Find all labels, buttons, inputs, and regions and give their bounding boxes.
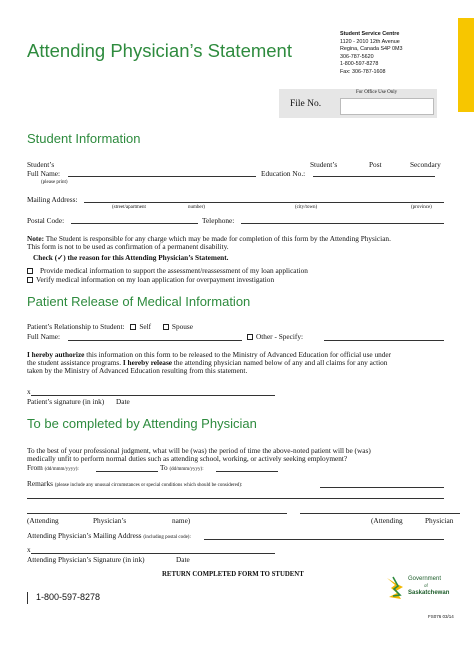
page-title: Attending Physician’s Statement (27, 40, 292, 61)
option-2-checkbox[interactable] (27, 277, 33, 283)
to-label: To (160, 463, 168, 472)
authorize-line-3: taken by the Ministry of Advanced Education resulting from this statement. (27, 366, 248, 375)
physician-sign-x: x (27, 545, 31, 554)
contact-block (340, 31, 403, 77)
release-full-name-field[interactable] (68, 340, 242, 341)
release-full-name-label: Full Name: (27, 332, 61, 341)
physician-mailing-label: Attending Physician’s Mailing Address (27, 531, 142, 540)
option-1-checkbox[interactable] (27, 268, 33, 274)
option-1-label: Provide medical information to support the assessment/reassessment of my loan application (40, 266, 308, 275)
please-print-hint: (please print) (41, 180, 68, 185)
patient-sign-x: x (27, 387, 31, 396)
physician-right-label: Physician (425, 516, 454, 525)
postal-hint: (including postal code): (143, 535, 191, 540)
option-2-label: Verify medical information on my loan application for overpayment investigation (36, 275, 275, 284)
form-code: FS076 03/14 (428, 614, 454, 619)
province-hint: (province) (411, 205, 432, 210)
remarks-field-2[interactable] (27, 498, 444, 499)
gov-line-2: of (424, 582, 428, 588)
option-2-row (27, 275, 274, 284)
from-date-field[interactable] (96, 471, 158, 472)
question-line-2: medically unfit to perform normal duties such as attending school, working, or actively seeking employment? (27, 454, 348, 463)
section-student-information: Student Information (27, 131, 141, 146)
spouse-checkbox[interactable] (163, 324, 169, 330)
self-label: Self (139, 322, 152, 331)
address-line-1: 1120 - 2010 12th Avenue (340, 38, 400, 45)
physician-date-label: Date (176, 555, 190, 564)
full-name-field[interactable] (68, 176, 256, 177)
authorize-text-2b: the attending physician named below of any and all claims for any action (172, 358, 388, 367)
patient-signature-label: Patient’s signature (in ink) (27, 397, 105, 406)
patient-date-label: Date (116, 397, 130, 406)
mailing-address-label: Mailing Address: (27, 195, 78, 204)
relationship-row (27, 322, 193, 331)
to-format: (dd/mmm/yyyy): (169, 467, 204, 472)
post-label: Post (369, 160, 382, 169)
remarks-label: Remarks (27, 479, 53, 488)
note-text-1: The Student is responsible for any charge which may be made for completion of this form by the Attending Physician. (44, 234, 391, 243)
file-no-input[interactable] (340, 98, 434, 115)
question-line-1: To the best of your professional judgment, what will be (was) the period of time the above-noted patient will be (was) (27, 446, 371, 455)
city-hint: (city/town) (295, 205, 318, 210)
to-date-field[interactable] (216, 471, 278, 472)
education-no-field[interactable] (313, 176, 435, 177)
accent-bar (458, 18, 474, 112)
return-instruction: RETURN COMPLETED FORM TO STUDENT (162, 571, 304, 578)
phone-2: 1-800-597-8278 (340, 61, 379, 68)
name-label: name) (172, 516, 191, 525)
gov-line-1: Government (408, 576, 442, 582)
authorize-text-1: this information on this form to be released to the Ministry of Advanced Education for official use under (84, 350, 392, 359)
relationship-label: Patient’s Relationship to Student: (27, 322, 125, 331)
physicians-label: Physician’s (93, 516, 127, 525)
mailing-address-field[interactable] (84, 202, 444, 203)
remarks-hint: (please include any unusual circumstances or special conditions which should be considered): (54, 483, 243, 488)
physician-signature-label: Attending Physician’s Signature (in ink) (27, 555, 145, 564)
other-label: Other - Specify: (256, 332, 304, 341)
self-checkbox[interactable] (130, 324, 136, 330)
office-use-label: For Office Use Only (356, 90, 398, 95)
address-line-2: Regina, Canada S4P 0M3 (340, 46, 403, 53)
physician-mailing-field[interactable] (204, 539, 444, 540)
from-label: From (27, 463, 43, 472)
telephone-field[interactable] (241, 223, 444, 224)
physician-mailing-row (27, 531, 191, 540)
check-heading: Check (✓) the reason for this Attending Physician’s Statement. (33, 253, 229, 262)
physician-name-field[interactable] (27, 513, 287, 514)
footer-divider (27, 592, 28, 604)
students-label-2: Student’s (310, 160, 338, 169)
option-1-row (27, 266, 308, 275)
release-bold: I hereby release (122, 358, 173, 367)
from-row (27, 463, 79, 472)
secondary-label: Secondary (410, 160, 441, 169)
to-row (160, 463, 204, 472)
section-patient-release: Patient Release of Medical Information (27, 294, 251, 309)
street-hint: (street/apartment (112, 205, 146, 210)
attending-right-label: (Attending (371, 516, 403, 525)
attending-label: (Attending (27, 516, 59, 525)
gov-line-3: Saskatchewan (408, 589, 450, 596)
section-attending-physician: To be completed by Attending Physician (27, 416, 257, 431)
saskatchewan-logo-icon (383, 575, 407, 601)
other-specify-field[interactable] (324, 340, 444, 341)
footer-phone: 1-800-597-8278 (36, 592, 101, 602)
authorize-text-2a: the student assistance programs. (27, 358, 123, 367)
patient-signature-field[interactable] (31, 395, 275, 396)
full-name-label: Full Name: (27, 169, 61, 178)
note-text-2: This form is not to be used as confirmation of a permanent disability. (27, 242, 229, 251)
students-label: Student’s (27, 160, 55, 169)
government-logo-text (408, 576, 449, 596)
postal-code-label: Postal Code: (27, 216, 65, 225)
note-bold: Note: (27, 234, 45, 243)
authorize-bold: I hereby authorize (27, 350, 85, 359)
remarks-row (27, 479, 242, 488)
other-checkbox[interactable] (247, 334, 253, 340)
other-specify-row (247, 332, 303, 341)
education-no-label: Education No.: (261, 169, 306, 178)
file-no-label: File No. (290, 99, 322, 109)
telephone-label: Telephone: (202, 216, 235, 225)
phone-1: 306-787-5620 (340, 53, 374, 60)
org-name: Student Service Centre (340, 31, 400, 37)
number-hint: number) (188, 205, 205, 210)
spouse-label: Spouse (171, 322, 194, 331)
physician-right-field[interactable] (300, 513, 460, 514)
remarks-field-1[interactable] (320, 487, 444, 488)
physician-signature-field[interactable] (31, 553, 275, 554)
fax: Fax: 306-787-1608 (340, 68, 386, 75)
postal-code-field[interactable] (71, 223, 198, 224)
from-format: (dd/mmm/yyyy): (44, 467, 79, 472)
